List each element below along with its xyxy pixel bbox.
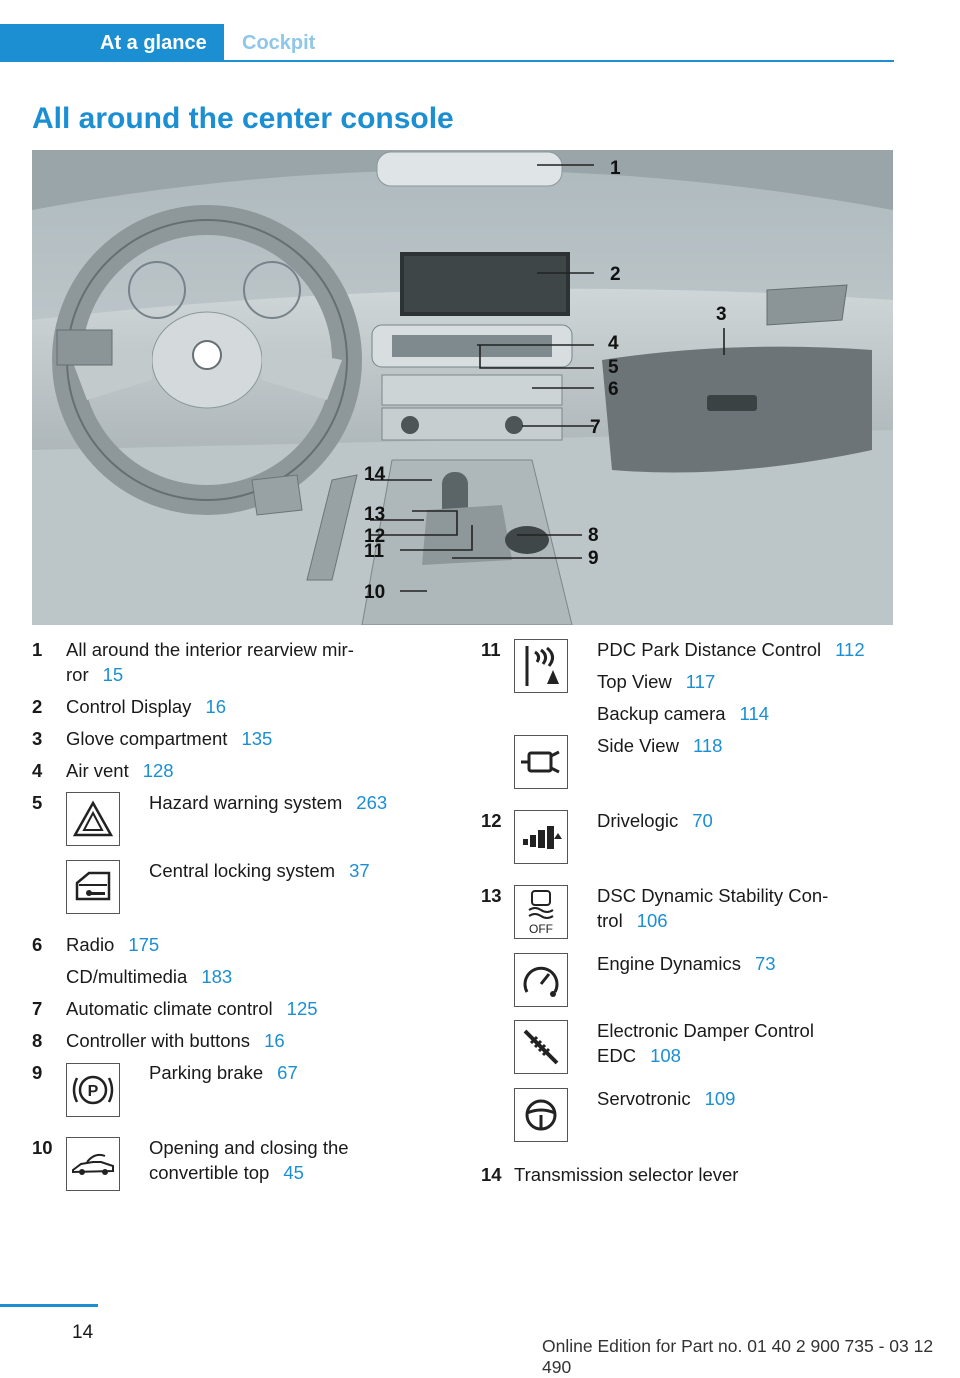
list-item xyxy=(597,669,715,694)
page-ref-link[interactable]: 117 xyxy=(685,671,716,692)
item-number: 9 xyxy=(32,1062,43,1083)
page-ref-link[interactable]: 45 xyxy=(283,1162,304,1183)
page-ref-link[interactable]: 106 xyxy=(636,910,668,931)
page-ref-link[interactable]: 15 xyxy=(102,664,124,685)
item-text: All around the interior rearview mir- xyxy=(66,639,354,660)
page-ref-link[interactable]: 118 xyxy=(692,735,723,756)
item-text: convertible top xyxy=(149,1162,270,1183)
item-text: Hazard warning system xyxy=(149,792,343,813)
list-item xyxy=(66,964,232,989)
callout-11: 11 xyxy=(364,541,385,562)
item-text: Transmission selector lever xyxy=(514,1164,739,1185)
hazard-warning-icon xyxy=(66,792,120,846)
page-ref-link[interactable]: 16 xyxy=(264,1030,285,1051)
item-number: 7 xyxy=(32,998,43,1019)
list-item xyxy=(66,726,272,751)
callout-2: 2 xyxy=(610,264,621,285)
list-item xyxy=(149,790,387,815)
page-title: All around the center console xyxy=(32,102,454,135)
edition-note: Online Edition for Part no. 01 40 2 900 735 - 03 12 490 xyxy=(542,1336,934,1377)
callout-14: 14 xyxy=(364,464,386,485)
item-text: Radio xyxy=(66,934,115,955)
item-text: EDC xyxy=(597,1045,637,1066)
engine-dynamics-icon xyxy=(514,953,568,1007)
list-item xyxy=(66,996,318,1021)
steering-wheel-icon xyxy=(514,1088,568,1142)
item-text: Parking brake xyxy=(149,1062,264,1083)
list-item xyxy=(597,1018,867,1068)
item-number: 3 xyxy=(32,728,43,749)
item-text: Electronic Damper Control xyxy=(597,1020,814,1041)
cockpit-illustration xyxy=(32,150,893,625)
list-item xyxy=(514,1162,738,1187)
list-item xyxy=(66,694,226,719)
item-text: ror xyxy=(66,664,89,685)
page-ref-link[interactable]: 135 xyxy=(241,728,273,749)
item-text: Air vent xyxy=(66,760,129,781)
item-text: Glove compartment xyxy=(66,728,228,749)
page-ref-link[interactable]: 37 xyxy=(349,860,370,881)
list-item xyxy=(597,951,776,976)
page-ref-link[interactable]: 108 xyxy=(650,1045,681,1066)
item-number: 4 xyxy=(32,760,43,781)
callout-3: 3 xyxy=(716,304,727,325)
damper-icon xyxy=(514,1020,568,1074)
page-ref-link[interactable]: 114 xyxy=(739,703,770,724)
item-number: 11 xyxy=(481,639,501,660)
item-number: 12 xyxy=(481,810,502,831)
page-ref-link[interactable]: 112 xyxy=(835,639,865,660)
list-item xyxy=(149,858,370,883)
page-ref-link[interactable]: 109 xyxy=(704,1088,736,1109)
callout-5: 5 xyxy=(608,357,619,378)
page-ref-link[interactable]: 263 xyxy=(356,792,388,813)
item-text: CD/multimedia xyxy=(66,966,188,987)
callout-10: 10 xyxy=(364,582,386,603)
item-text: Servotronic xyxy=(597,1088,691,1109)
callout-13: 13 xyxy=(364,504,386,525)
callout-6: 6 xyxy=(608,379,619,400)
parking-brake-icon xyxy=(66,1063,120,1117)
dsc-off-label: OFF xyxy=(529,922,553,936)
item-text: Backup camera xyxy=(597,703,726,724)
item-text: Opening and closing the xyxy=(149,1137,349,1158)
tab-cockpit[interactable]: Cockpit xyxy=(242,32,316,54)
callout-7: 7 xyxy=(590,417,601,438)
item-text: Central locking system xyxy=(149,860,336,881)
item-number: 13 xyxy=(481,885,502,906)
item-text: Drivelogic xyxy=(597,810,679,831)
item-number: 1 xyxy=(32,639,43,660)
page-ref-link[interactable]: 16 xyxy=(205,696,227,717)
page-ref-link[interactable]: 73 xyxy=(754,953,776,974)
list-item xyxy=(597,701,769,726)
item-number: 8 xyxy=(32,1030,43,1051)
list-item xyxy=(597,1086,735,1111)
callout-1: 1 xyxy=(610,158,621,179)
item-text: PDC Park Distance Control xyxy=(597,639,822,660)
page-ref-link[interactable]: 67 xyxy=(277,1062,298,1083)
callout-12: 12 xyxy=(364,526,386,547)
item-text: Automatic climate control xyxy=(66,998,273,1019)
page-ref-link[interactable]: 125 xyxy=(286,998,318,1019)
dsc-off-icon xyxy=(514,885,568,939)
park-distance-icon xyxy=(514,639,568,693)
list-item xyxy=(597,883,867,933)
item-number: 14 xyxy=(481,1164,502,1185)
list-item xyxy=(149,1135,409,1185)
page-ref-link[interactable]: 128 xyxy=(142,760,174,781)
tab-at-a-glance[interactable]: At a glance xyxy=(0,24,224,62)
callout-4: 4 xyxy=(608,333,619,354)
list-item xyxy=(66,932,159,957)
callout-8: 8 xyxy=(588,525,599,546)
item-text: DSC Dynamic Stability Con- xyxy=(597,885,829,906)
page-ref-link[interactable]: 175 xyxy=(128,934,160,955)
item-text: trol xyxy=(597,910,623,931)
list-item xyxy=(597,808,713,833)
item-text: Side View xyxy=(597,735,679,756)
item-text: Engine Dynamics xyxy=(597,953,741,974)
item-text: Top View xyxy=(597,671,672,692)
list-item xyxy=(66,1028,285,1053)
footer-rule xyxy=(0,1304,98,1307)
item-text: Controller with buttons xyxy=(66,1030,251,1051)
drivelogic-icon xyxy=(514,810,568,864)
header-rule xyxy=(224,60,894,62)
list-item xyxy=(597,733,722,758)
item-number: 10 xyxy=(32,1137,53,1158)
list-item xyxy=(149,1060,298,1085)
item-text: Control Display xyxy=(66,696,192,717)
callout-9: 9 xyxy=(588,548,599,569)
item-number: 6 xyxy=(32,934,43,955)
item-number: 5 xyxy=(32,792,43,813)
convertible-top-icon xyxy=(66,1137,120,1191)
page-ref-link[interactable]: 70 xyxy=(692,810,713,831)
page-ref-link[interactable]: 183 xyxy=(201,966,233,987)
list-item xyxy=(66,758,174,783)
side-view-camera-icon xyxy=(514,735,568,789)
svg-text:P: P xyxy=(87,1083,99,1100)
list-item xyxy=(597,637,865,662)
list-item xyxy=(66,637,396,687)
car-door-key-icon xyxy=(66,860,120,914)
page-number: 14 xyxy=(72,1322,94,1343)
item-number: 2 xyxy=(32,696,43,717)
